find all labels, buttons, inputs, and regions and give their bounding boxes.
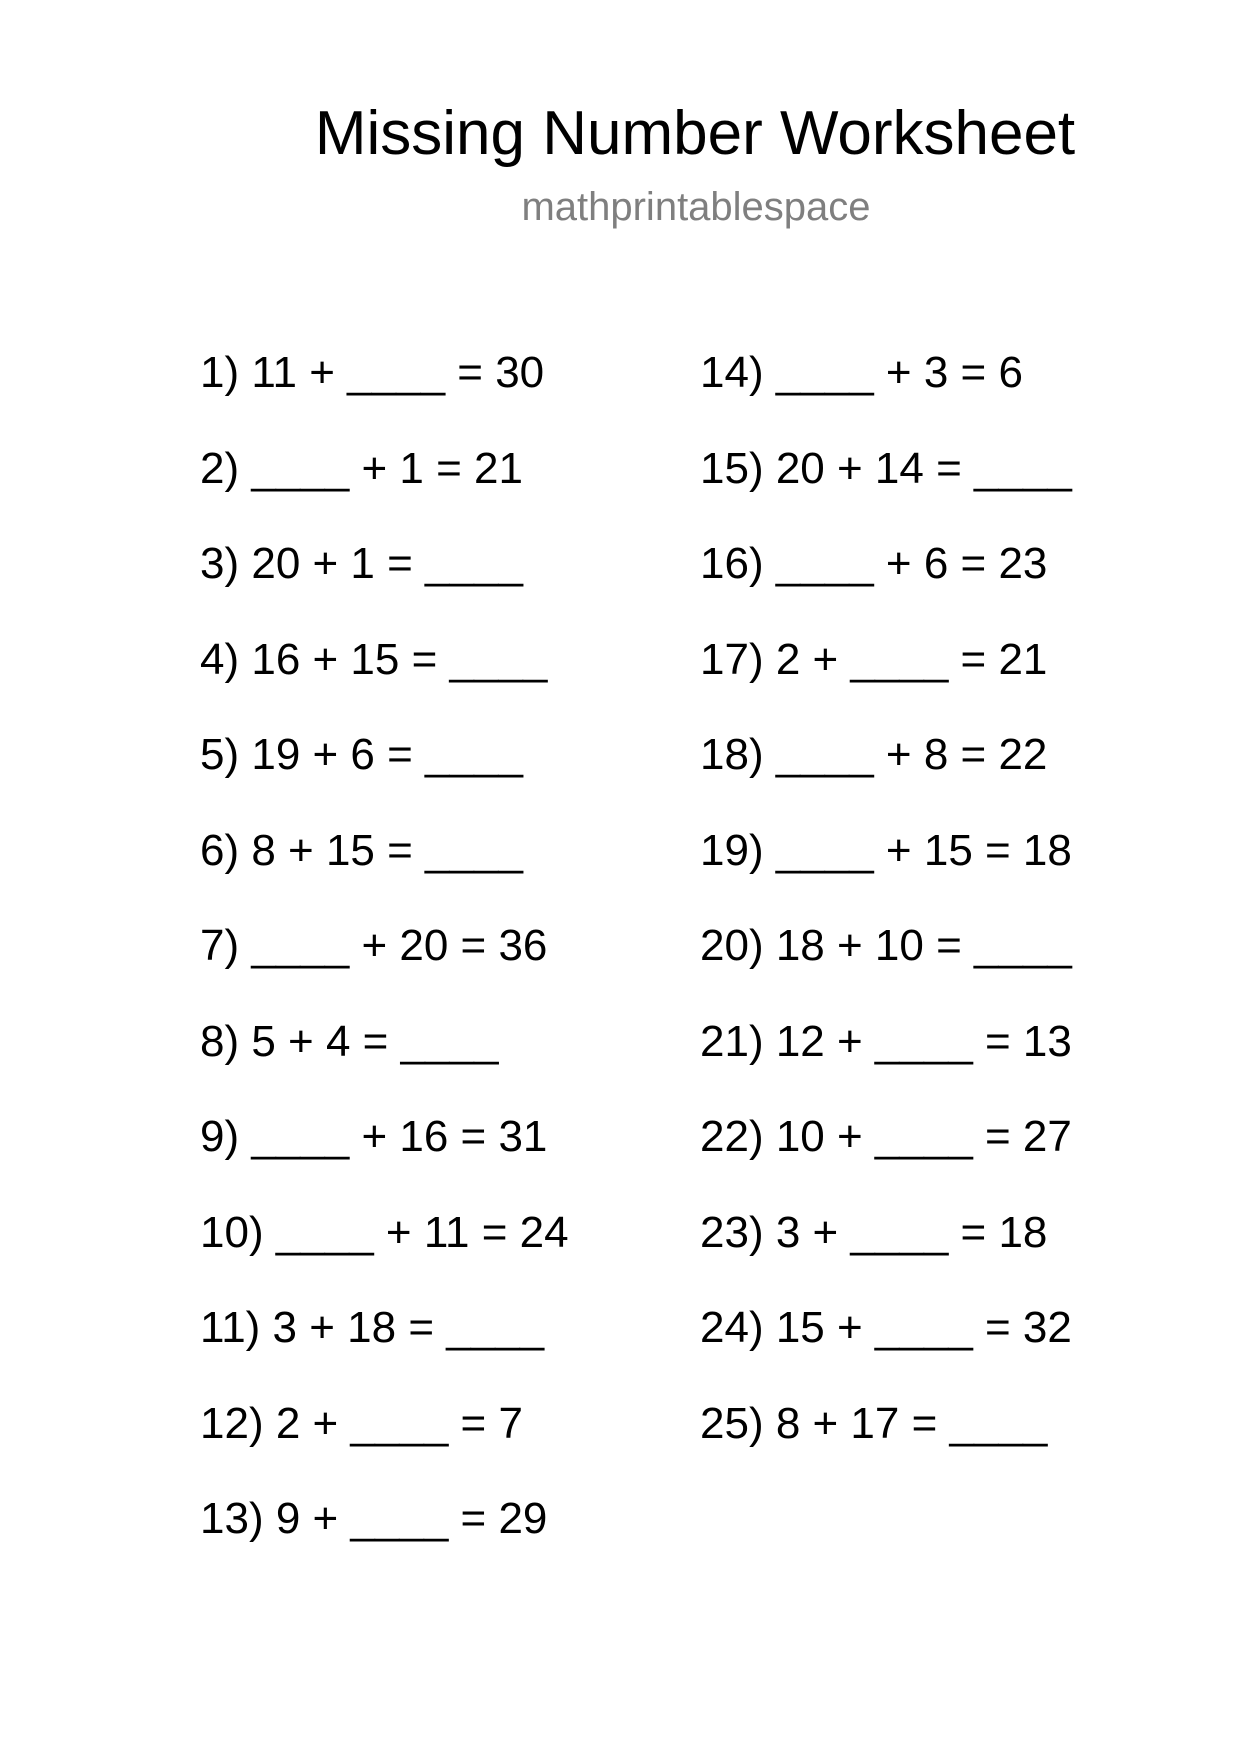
problem-18: 18) ____ + 8 = 22 [700, 730, 1048, 779]
problem-12: 12) 2 + ____ = 7 [200, 1398, 523, 1448]
problems-left-column [200, 347, 569, 1589]
problem-17: 17) 2 + ____ = 21 [700, 634, 1048, 684]
problem-1: 1) 11 + ____ = 30 [200, 348, 545, 397]
problem-20: 20) 18 + 10 = ____ [700, 921, 1072, 970]
problem-21: 21) 12 + ____ = 13 [700, 1016, 1072, 1066]
problem-3: 3) 20 + 1 = ____ [200, 539, 523, 588]
problem-10: 10) ____ + 11 = 24 [200, 1207, 569, 1257]
worksheet-title: Missing Number Worksheet [314, 99, 1076, 168]
problem-2: 2) ____ + 1 = 21 [200, 443, 523, 493]
worksheet-subtitle: mathprintablespace [521, 185, 871, 229]
problem-7: 7) ____ + 20 = 36 [200, 921, 548, 970]
problem-23: 23) 3 + ____ = 18 [700, 1207, 1048, 1257]
problem-6: 6) 8 + 15 = ____ [200, 825, 523, 875]
problem-16: 16) ____ + 6 = 23 [700, 539, 1048, 588]
problem-19: 19) ____ + 15 = 18 [700, 825, 1072, 875]
problem-8: 8) 5 + 4 = ____ [200, 1016, 499, 1066]
problem-24: 24) 15 + ____ = 32 [700, 1303, 1072, 1352]
problem-13: 13) 9 + ____ = 29 [200, 1494, 548, 1543]
problem-14: 14) ____ + 3 = 6 [700, 348, 1023, 397]
problem-15: 15) 20 + 14 = ____ [700, 443, 1072, 493]
problem-25: 25) 8 + 17 = ____ [700, 1398, 1048, 1448]
problem-22: 22) 10 + ____ = 27 [700, 1112, 1072, 1161]
problem-9: 9) ____ + 16 = 31 [200, 1112, 548, 1161]
problem-4: 4) 16 + 15 = ____ [200, 634, 548, 684]
problems-right-column [700, 347, 1072, 1493]
problem-11: 11) 3 + 18 = ____ [200, 1303, 545, 1352]
problem-5: 5) 19 + 6 = ____ [200, 730, 523, 779]
